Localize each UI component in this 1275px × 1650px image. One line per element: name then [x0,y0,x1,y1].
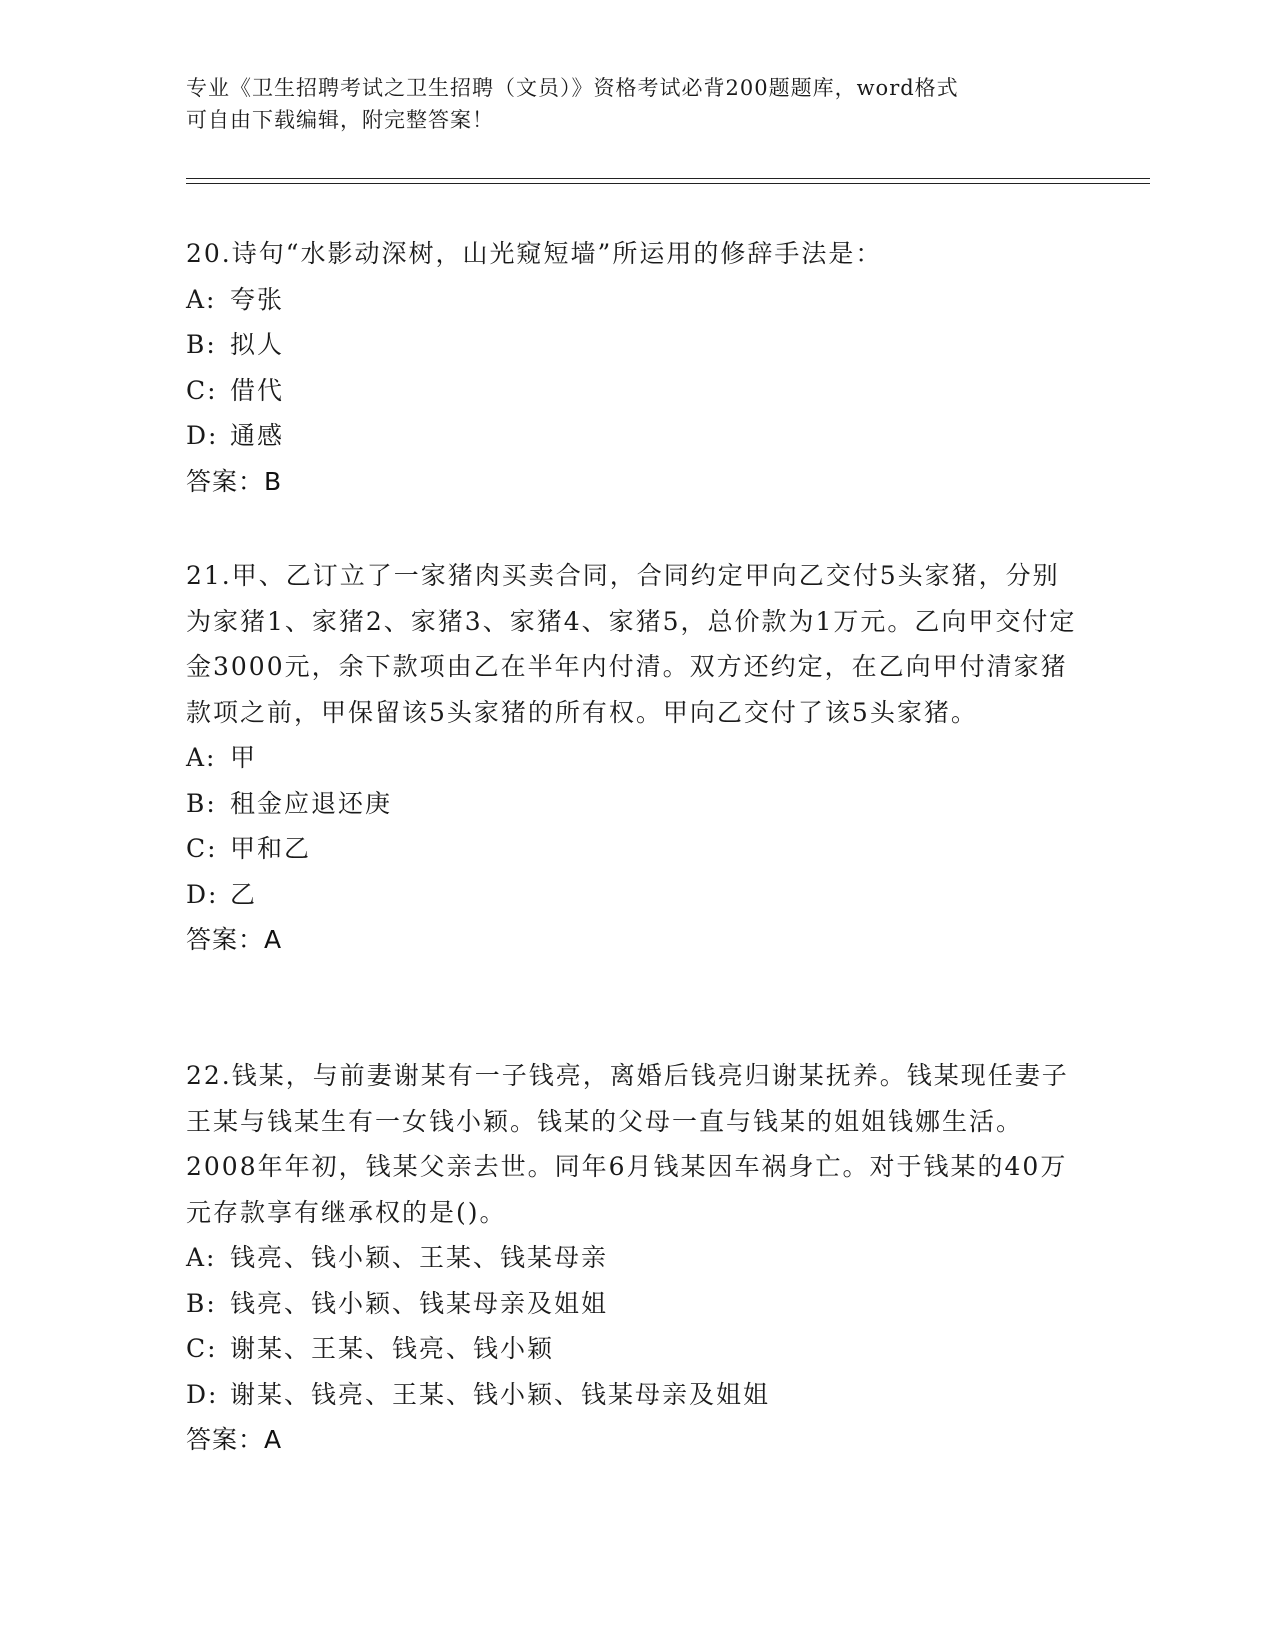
option-c [186,826,1086,872]
option-text: 钱亮、钱小颖、钱某母亲及姐姐 [230,1288,609,1318]
option-letter: D: [186,1379,219,1409]
header-line-2: 可自由下载编辑，附完整答案！ [186,108,494,132]
option-b [186,781,1086,827]
question-stem: 20.诗句“水影动深树，山光窥短墙”所运用的修辞手法是： [186,239,883,268]
option-letter: D: [186,879,219,909]
option-text: 拟人 [230,330,285,359]
document-header [186,72,1086,136]
option-text: 乙 [230,879,258,909]
option-text: 借代 [230,375,285,405]
option-text: 钱亮、钱小颖、王某、钱某母亲 [230,1243,609,1272]
option-letter: C: [186,834,218,863]
option-text: 谢某、王某、钱亮、钱小颖 [230,1334,555,1363]
option-d [186,413,1086,459]
answer-line: 答案：A [186,1425,283,1454]
option-c [186,1326,1086,1372]
option-letter: A: [186,284,217,314]
option-letter: C: [186,1334,218,1363]
option-letter: A: [186,743,217,772]
header-divider-top [186,178,1150,179]
question-block [186,553,1086,963]
option-b [186,322,1086,368]
option-text: 通感 [230,421,285,450]
option-letter: D: [186,421,219,450]
option-text: 租金应退还庚 [230,788,393,818]
option-a [186,735,1086,781]
option-d [186,872,1086,918]
option-b [186,1281,1086,1327]
header-line-1: 专业《卫生招聘考试之卫生招聘（文员）》资格考试必背200题题库，word格式 [186,76,959,100]
option-a [186,277,1086,323]
question-block [186,231,1086,504]
option-text: 谢某、钱亮、王某、钱小颖、钱某母亲及姐姐 [230,1379,771,1409]
option-letter: B: [186,1288,217,1318]
option-letter: B: [186,788,217,818]
answer-line: 答案：A [186,925,283,954]
option-text: 甲和乙 [230,834,312,863]
option-d [186,1372,1086,1418]
header-divider-bottom [186,183,1150,184]
question-stem: 22.钱某，与前妻谢某有一子钱亮，离婚后钱亮归谢某抚养。钱某现任妻子王某与钱某生有一女钱小颖。钱某的父母一直与钱某的姐姐钱娜生活。2008年年初，钱某父亲去世。同年6月钱某因车祸身亡。对于钱某的40万元存款享有继承权的是()。 [186,1061,1069,1227]
option-text: 夸张 [230,284,285,314]
question-block [186,1053,1086,1463]
option-letter: A: [186,1243,217,1272]
option-letter: B: [186,330,217,359]
option-letter: C: [186,375,218,405]
option-c [186,368,1086,414]
question-stem: 21.甲、乙订立了一家猪肉买卖合同，合同约定甲向乙交付5头家猪，分别为家猪1、家猪2、家猪3、家猪4、家猪5，总价款为1万元。乙向甲交付定金3000元，余下款项由乙在半年内付清。双方还约定，在乙向甲付清家猪款项之前，甲保留该5头家猪的所有权。甲向乙交付了该5头家猪。 [186,561,1077,727]
option-text: 甲 [230,743,258,772]
option-a [186,1235,1086,1281]
answer-line: 答案：B [186,466,283,496]
